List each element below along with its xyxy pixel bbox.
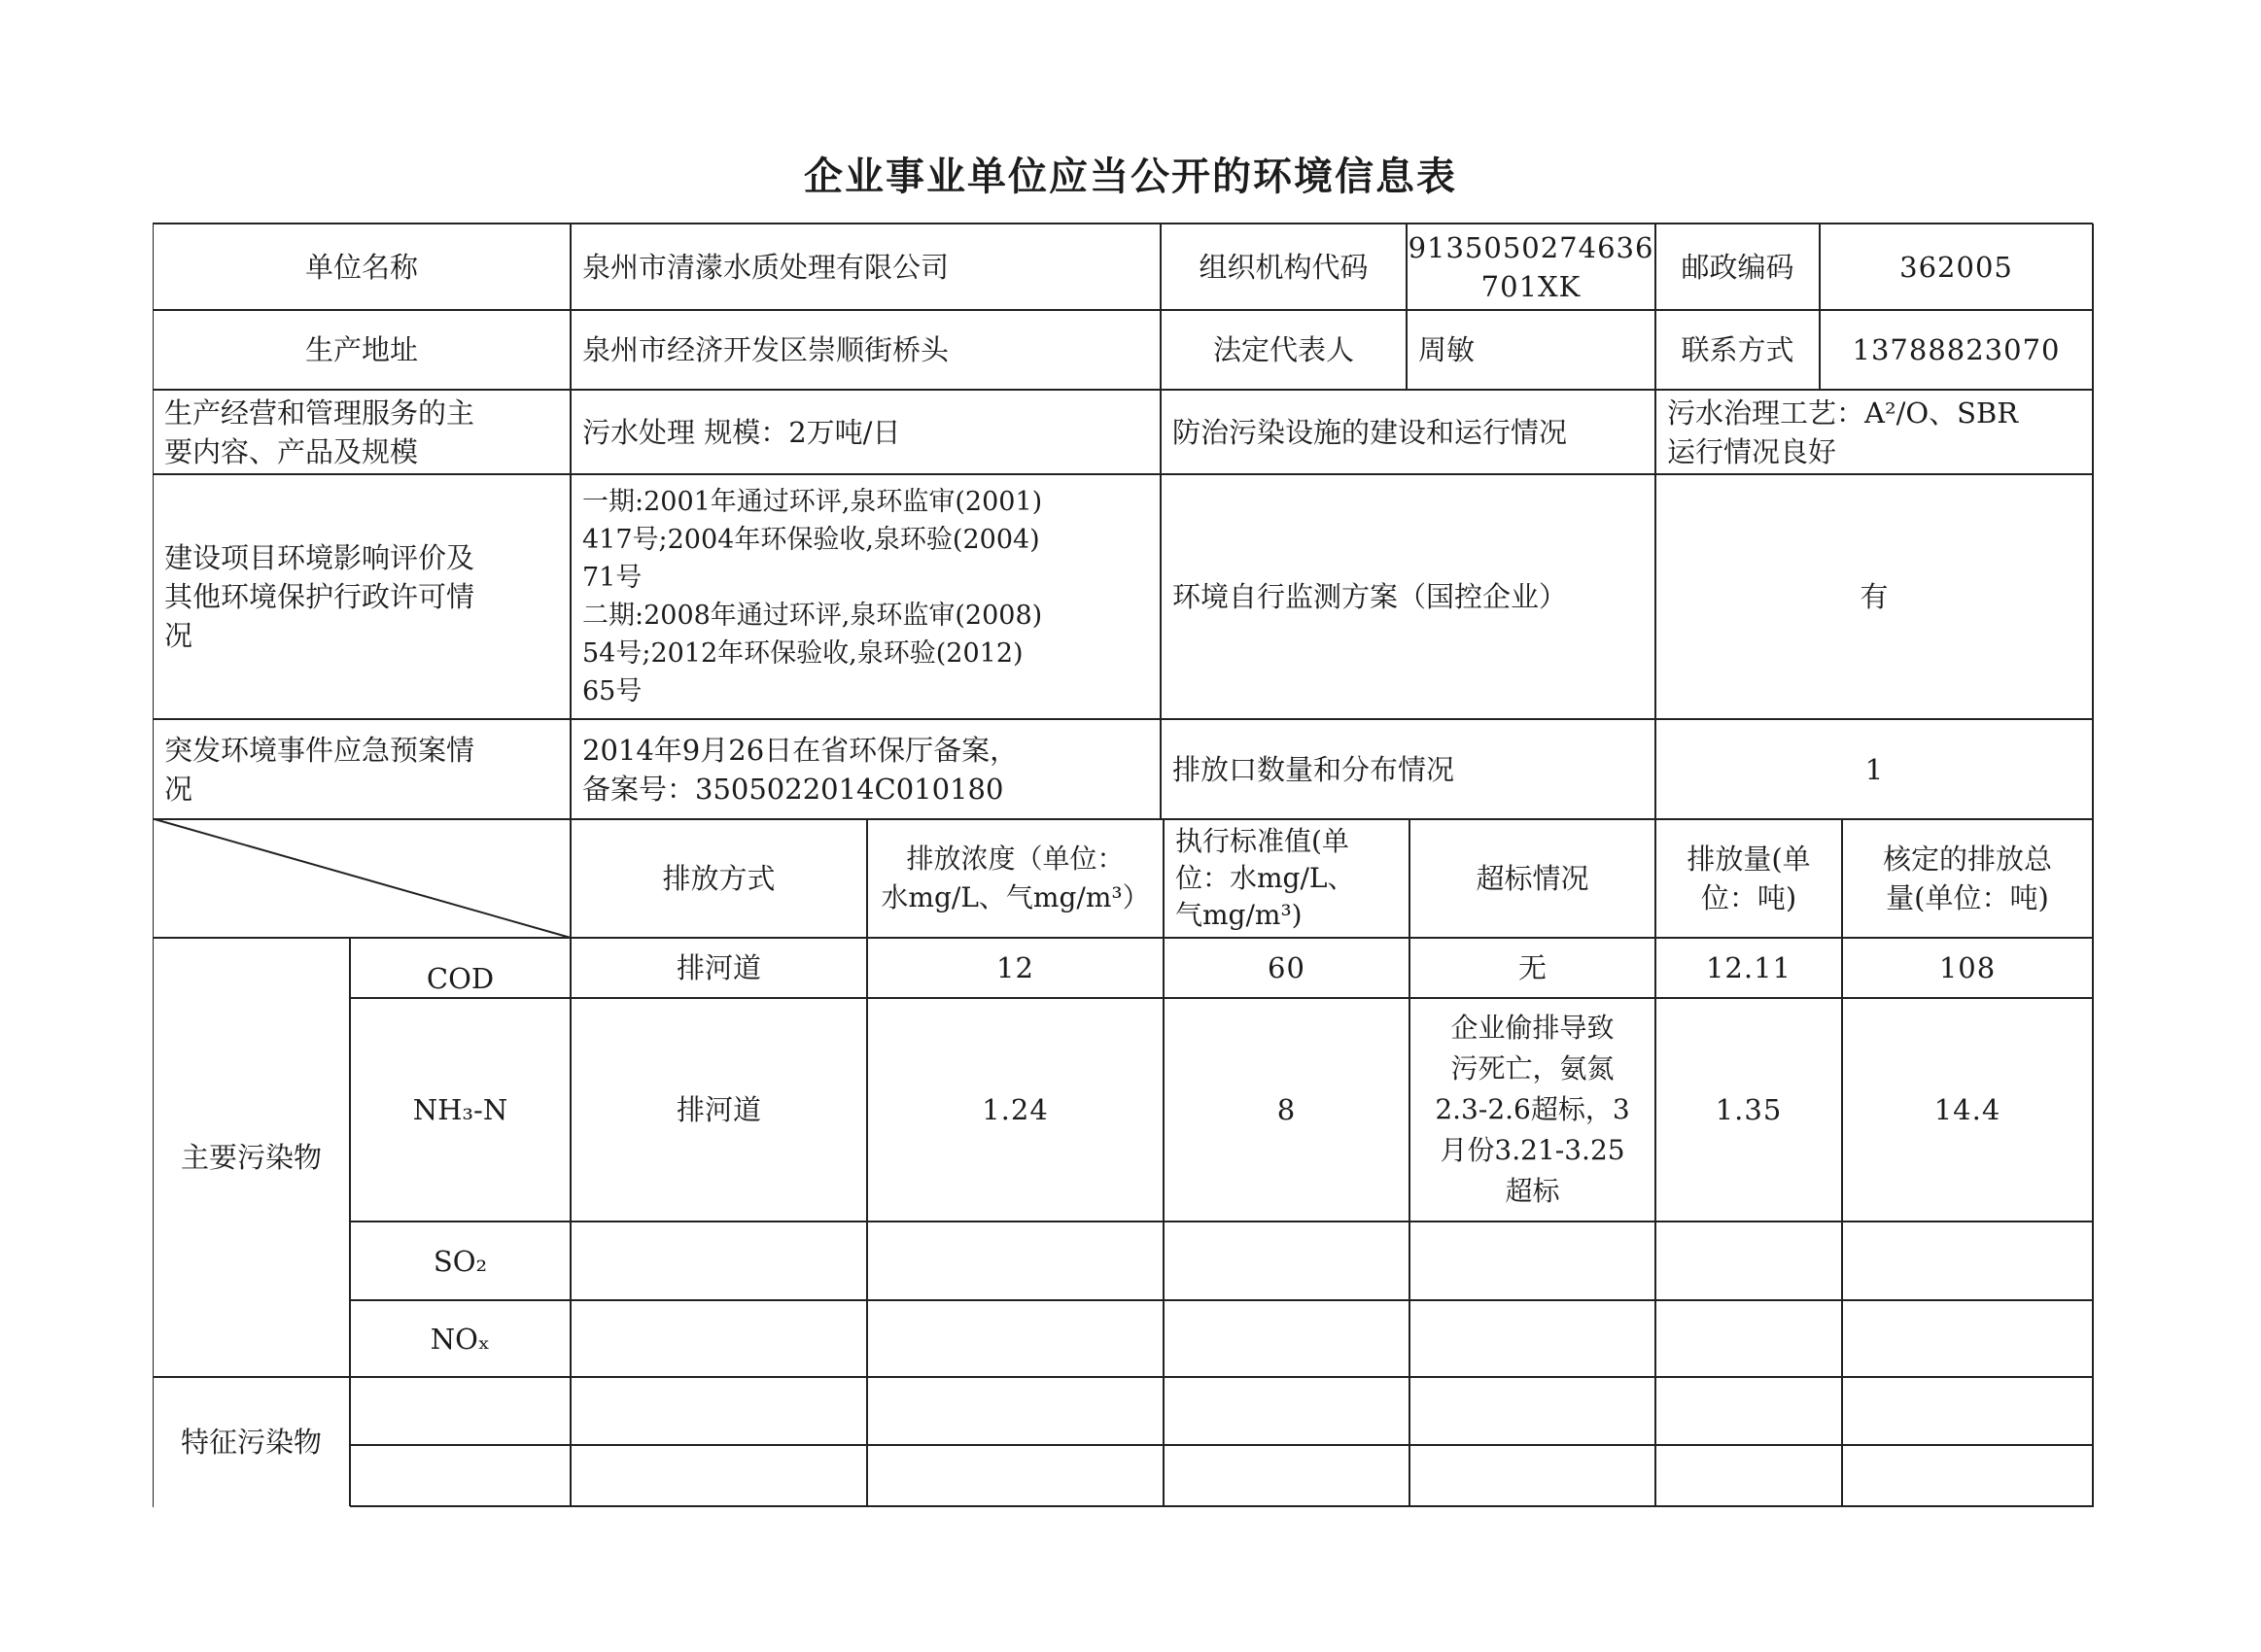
nox-exceed [1409, 1300, 1655, 1377]
address-value: 泉州市经济开发区崇顺街桥头 [582, 333, 950, 366]
header-approved: 核定的排放总 量(单位：吨) [1882, 843, 2052, 914]
cod-concentration: 12 [996, 951, 1034, 984]
so2-exceed [1409, 1222, 1655, 1300]
so2-approved [1842, 1222, 2093, 1300]
org-code-value: 9135050274636 701XK [1408, 230, 1654, 303]
nox-method [571, 1300, 867, 1377]
eia-value: 一期:2001年通过环评,泉环监审(2001) 417号;2004年环保验收,泉环验(2004) 71号 二期:2008年通过环评,泉环监审(2008) 54号;2012年环保验收,泉环验(2012) 65号 [582, 487, 1043, 706]
postal-code-value: 362005 [1899, 250, 2013, 284]
facility-value: 污水治理工艺：A²/O、SBR 运行情况良好 [1667, 396, 2019, 468]
nh3n-standard: 8 [1276, 1093, 1297, 1126]
unit-name-label: 单位名称 [304, 250, 418, 284]
cod-standard: 60 [1268, 951, 1305, 984]
monitor-label: 环境自行监测方案（国控企业） [1172, 580, 1568, 613]
header-concentration: 排放浓度（单位： 水mg/L、气mg/m³） [881, 843, 1150, 913]
pollutant-name: COD [426, 962, 495, 995]
unit-name-value: 泉州市清濛水质处理有限公司 [582, 250, 950, 284]
cod-method: 排河道 [676, 951, 761, 984]
so2-amount [1655, 1222, 1842, 1300]
contact-label: 联系方式 [1681, 333, 1794, 366]
cod-exceed: 无 [1517, 951, 1547, 984]
page-title: 企业事业单位应当公开的环境信息表 [804, 155, 1457, 199]
business-label: 生产经营和管理服务的主 要内容、产品及规模 [164, 396, 475, 468]
pollutant-name: NH₃-N [412, 1093, 508, 1126]
cod-approved: 108 [1938, 951, 1997, 984]
eia-label: 建设项目环境影响评价及 其他环境保护行政许可情 况 [164, 541, 475, 652]
monitor-value: 有 [1860, 580, 1889, 613]
outlet-value: 1 [1864, 752, 1884, 786]
nox-amount [1655, 1300, 1842, 1377]
business-value: 污水处理 规模：2万吨/日 [582, 415, 901, 449]
legal-rep-label: 法定代表人 [1212, 333, 1354, 366]
facility-label: 防治污染设施的建设和运行情况 [1172, 415, 1568, 449]
nh3n-amount: 1.35 [1715, 1093, 1783, 1126]
nh3n-exceed: 企业偷排导致 污死亡，氨氮 2.3-2.6超标，3 月份3.21-3.25 超标 [1435, 1012, 1630, 1207]
emergency-value: 2014年9月26日在省环保厅备案， 备案号：3505022014C010180 [582, 733, 1019, 806]
header-exceed: 超标情况 [1476, 862, 1589, 895]
nox-concentration [867, 1300, 1164, 1377]
emergency-label: 突发环境事件应急预案情 况 [164, 733, 475, 806]
main-pollutants-label: 主要污染物 [180, 1141, 322, 1174]
address-label: 生产地址 [304, 333, 418, 366]
so2-method [571, 1222, 867, 1300]
nh3n-method: 排河道 [676, 1093, 761, 1126]
nh3n-concentration: 1.24 [982, 1093, 1049, 1126]
header-amount: 排放量(单 位：吨) [1687, 843, 1811, 914]
pollutant-name: NOₓ [430, 1322, 491, 1356]
nox-standard [1164, 1300, 1409, 1377]
feature-pollutants-label: 特征污染物 [180, 1425, 322, 1459]
header-method: 排放方式 [662, 862, 776, 895]
legal-rep-value: 周敏 [1418, 333, 1476, 366]
so2-standard [1164, 1222, 1409, 1300]
postal-code-label: 邮政编码 [1681, 250, 1794, 284]
cod-amount: 12.11 [1705, 951, 1792, 984]
pollutant-name: SO₂ [433, 1244, 488, 1278]
outlet-label: 排放口数量和分布情况 [1172, 752, 1455, 786]
org-code-label: 组织机构代码 [1199, 250, 1369, 284]
nh3n-approved: 14.4 [1933, 1093, 2001, 1126]
contact-value: 13788823070 [1852, 333, 2061, 366]
nox-approved [1842, 1300, 2093, 1377]
so2-concentration [867, 1222, 1164, 1300]
header-standard: 执行标准值(单 位：水mg/L、 气mg/m³) [1175, 825, 1355, 931]
info-table [153, 220, 2097, 1507]
